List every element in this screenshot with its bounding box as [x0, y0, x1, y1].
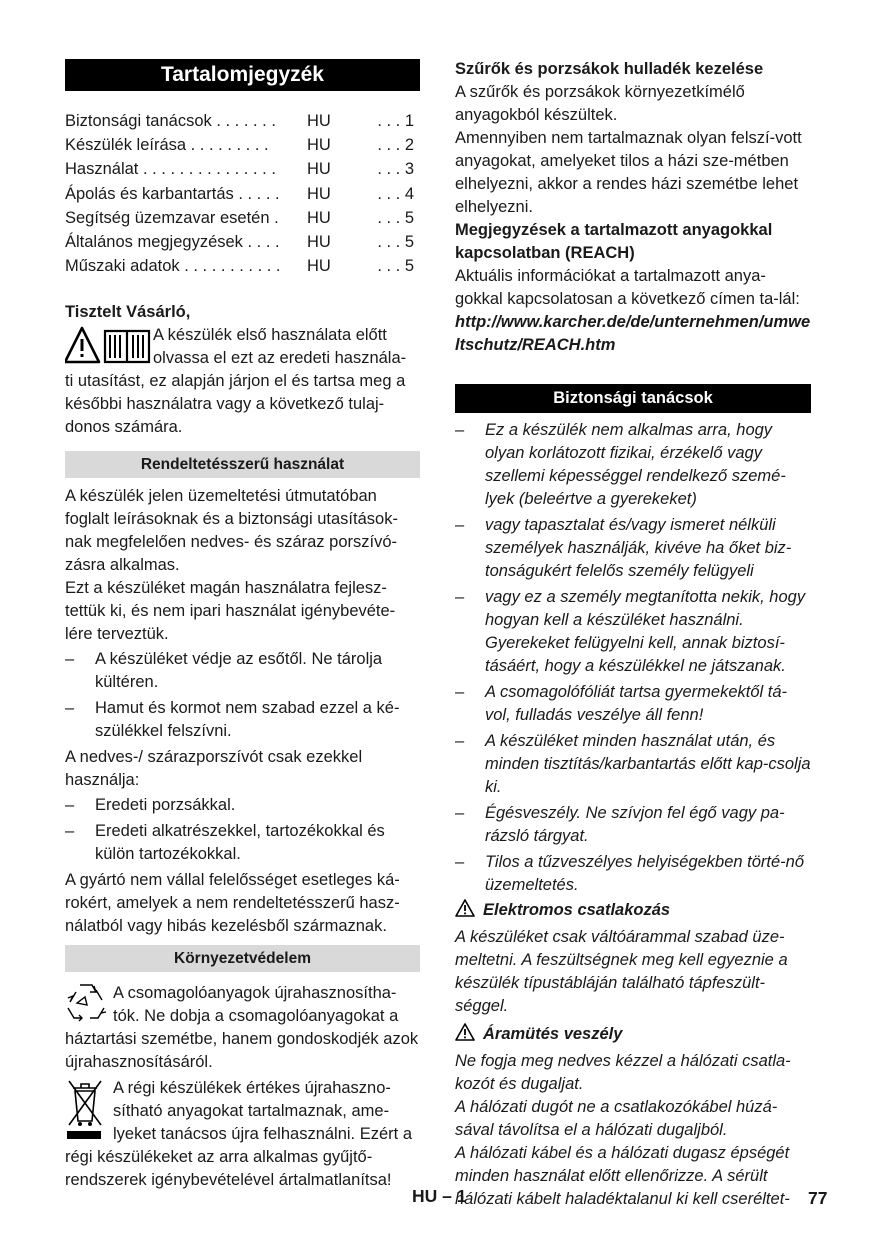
list-item-text: A készüléket védje az esőtől. Ne tárolja kültéren. [95, 650, 383, 692]
shock-p3: A hálózati kábel és a hálózati dugasz épségét minden használat előtt ellenőrizze. A sérült hálózati kábelt haladéktalanul ki kell cseréltet- [455, 1144, 790, 1208]
toc-entry[interactable] [65, 230, 420, 254]
toc-title: Tartalomjegyzék [65, 59, 420, 91]
list-item [65, 794, 420, 817]
electrical-p1: A készüléket csak váltóárammal szabad üze-meltetni. A feszültségnek meg kell egyeznie a készülék típustábláján található tápfeszült-séggel. [455, 928, 788, 1015]
recycle-icon [65, 982, 107, 1026]
toc-entry-lang: HU [307, 136, 331, 155]
dash-bullet: – [65, 650, 75, 669]
shock-p1: Ne fogja meg nedves kézzel a hálózati csatla-kozót és dugaljat. [455, 1052, 791, 1093]
toc-entry[interactable] [65, 157, 420, 181]
environment-heading: Környezetvédelem [65, 945, 420, 972]
left-column [65, 58, 420, 1192]
read-manual-notice [65, 324, 420, 370]
intro-line-2: olvassa el ezt az eredeti használa- [153, 349, 407, 368]
reach-heading: Megjegyzések a tartalmazott anyagokkal kapcsolatban (REACH) [455, 221, 773, 262]
toc-entry-lang: HU [307, 160, 331, 179]
weee-text: A régi készülékek értékes újrahaszno-sítható anyagokat tartalmaznak, ame-lyeket tanácsos újra felhasználni. Ezért a régi készülékeket az arra alkalmas gyűjtő-rendszerek igénybevételével ártalmatlanítsa! [65, 1079, 412, 1190]
filters-heading: Szűrők és porzsákok hulladék kezelése [455, 60, 764, 78]
list-item [455, 681, 811, 727]
toc-entry-page: . . . 5 [377, 208, 414, 227]
warning-book-icon [65, 326, 153, 370]
toc-entry-title: Készülék leírása . . . . . . . . . [65, 136, 269, 155]
toc-entry-lang: HU [307, 208, 331, 227]
list-item [455, 851, 811, 897]
reach-url-link[interactable]: http://www.karcher.de/de/unternehmen/umweltschutz/REACH.htm [455, 313, 811, 354]
dash-bullet: – [65, 699, 75, 718]
dash-bullet: – [455, 683, 465, 701]
toc-entry-title: Műszaki adatok . . . . . . . . . . . [65, 257, 281, 276]
warning-icon [455, 899, 475, 924]
toc-entry-page: . . . 5 [377, 257, 414, 276]
intended-use-heading: Rendeltetésszerű használat [65, 451, 420, 478]
toc-entry-page: . . . 3 [377, 160, 414, 179]
dash-bullet: – [455, 804, 465, 822]
toc-entry-title: Használat . . . . . . . . . . . . . . . [65, 160, 276, 179]
toc-entry-title: Ápolás és karbantartás . . . . . [65, 184, 280, 203]
toc-entry-lang: HU [307, 112, 331, 130]
dash-bullet: – [455, 732, 465, 750]
list-item-text: Eredeti alkatrészekkel, tartozékokkal és külön tartozékokkal. [95, 822, 385, 864]
dash-bullet: – [455, 853, 465, 871]
list-item [65, 648, 420, 694]
toc-entry-page: . . . 5 [377, 232, 414, 251]
intro-text: ti utasítást, ez alapján járjon el és tartsa meg a későbbi használatra vagy a következő tulaj-donos számára. [65, 372, 406, 437]
list-item [455, 514, 811, 583]
list-item [455, 730, 811, 799]
electrical-heading: Elektromos csatlakozás [483, 901, 671, 919]
toc-entry[interactable] [65, 206, 420, 230]
footer-section-label: HU – 1 [412, 1186, 467, 1206]
intended-use-p4: A gyártó nem vállal felelősséget esetleges ká-rokért, amelyek a nem rendeltetésszerű hasz-nálatból vagy hibás kezelésből származnak. [65, 871, 400, 936]
intro-line-1: A készülék első használata előtt [153, 326, 387, 345]
toc-entry-page: . . . 4 [377, 184, 414, 203]
greeting: Tisztelt Vásárló, [65, 303, 191, 322]
list-item [455, 586, 811, 678]
reach-p1: Aktuális információkat a tartalmazott anya-gokkal kapcsolatosan a következő címen ta-lál: [455, 267, 800, 308]
intended-use-p3: A nedves-/ szárazporszívót csak ezekkel használja: [65, 748, 363, 790]
list-item-text: vagy tapasztalat és/vagy ismeret nélküli személyek használják, kivéve ha őket biz-tonságukért felelős személy felügyeli [485, 516, 792, 580]
toc-entry-title: Általános megjegyzések . . . . [65, 232, 280, 251]
shock-heading: Áramütés veszély [483, 1025, 623, 1043]
toc-entry-lang: HU [307, 257, 331, 276]
list-item-text: A készüléket minden használat után, és minden tisztítás/karbantartás előtt kap-csolja ki. [485, 732, 811, 796]
toc-entry-title: Biztonsági tanácsok . . . . . . . [65, 112, 276, 130]
list-item-text: Tilos a tűzveszélyes helyiségekben törté-nő üzemeltetés. [485, 853, 805, 894]
crossed-bin-icon [65, 1077, 107, 1143]
intended-use-p1: A készülék jelen üzemeltetési útmutatóban foglalt leírásoknak és a biztonsági utasítások-nak megfelelően nedves- és száraz porszívó-zásra alkalmas. [65, 487, 398, 575]
toc-entry[interactable] [65, 109, 420, 133]
toc-entry-lang: HU [307, 232, 331, 251]
recycle-notice [65, 982, 420, 1074]
list-item [455, 802, 811, 848]
filters-p1: A szűrők és porzsákok környezetkímélő anyagokból készültek. [455, 83, 745, 124]
dash-bullet: – [455, 421, 465, 439]
toc-entry-page: . . . 1 [377, 112, 414, 130]
list-item-text: A csomagolófóliát tartsa gyermekektől tá-vol, fulladás veszélye áll fenn! [485, 683, 788, 724]
toc-entry-page: . . . 2 [377, 136, 414, 155]
right-column [455, 58, 811, 1211]
footer-page-number: 77 [808, 1188, 828, 1208]
electrical-heading-row [455, 899, 811, 924]
warning-icon [455, 1023, 475, 1048]
toc-entry-lang: HU [307, 184, 331, 203]
dash-bullet: – [65, 822, 75, 841]
list-item-text: Eredeti porzsákkal. [95, 796, 236, 815]
recycle-text: A csomagolóanyagok újrahasznosítha-tók. Ne dobja a csomagolóanyagokat a háztartási szemétbe, hanem gondoskodjék azok újrahasznosításáról. [65, 984, 419, 1072]
safety-heading: Biztonsági tanácsok [455, 384, 811, 413]
list-item-text: vagy ez a személy megtanította nekik, hogy hogyan kell a készüléket használni. Gyerekeket felügyelni kell, annak biztosí-tásáért, hogy a készülékkel ne játszanak. [485, 588, 806, 675]
dash-bullet: – [455, 588, 465, 606]
table-of-contents [65, 109, 420, 278]
list-item [65, 697, 420, 743]
toc-entry[interactable] [65, 133, 420, 157]
list-item-text: Ez a készülék nem alkalmas arra, hogy olyan korlátozott fizikai, érzékelő vagy szellemi képességgel rendelkező szemé-lyek (beleértve a gyerekeket) [485, 421, 786, 508]
toc-entry[interactable] [65, 182, 420, 206]
list-item [455, 419, 811, 511]
list-item [65, 820, 420, 866]
filters-p2: Amennyiben nem tartalmaznak olyan felszí-vott anyagokat, amelyeket tilos a házi sze-métben elhelyezni, akkor a rendes házi szemétbe lehet elhelyezni. [455, 129, 802, 216]
dash-bullet: – [65, 796, 75, 815]
list-item-text: Hamut és kormot nem szabad ezzel a ké-szülékkel felszívni. [95, 699, 400, 741]
toc-entry[interactable] [65, 254, 420, 278]
dash-bullet: – [455, 516, 465, 534]
shock-heading-row [455, 1023, 811, 1048]
toc-entry-title: Segítség üzemzavar esetén . [65, 208, 279, 227]
list-item-text: Égésveszély. Ne szívjon fel égő vagy pa-rázsló tárgyat. [485, 804, 785, 845]
shock-p2: A hálózati dugót ne a csatlakozókábel húzá-sával távolítsa el a hálózati dugaljból. [455, 1098, 778, 1139]
intended-use-p2: Ezt a készüléket magán használatra fejlesz-tettük ki, és nem ipari használat igénybevéte-lére terveztük. [65, 579, 396, 644]
weee-notice [65, 1077, 420, 1192]
